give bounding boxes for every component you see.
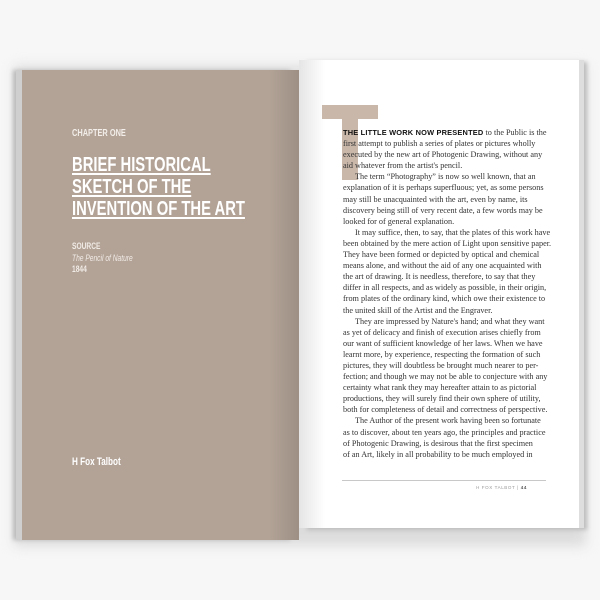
text-line: learnt more, by experience, respecting the formation of such	[343, 349, 541, 359]
page-number: 44	[520, 485, 527, 490]
footer-separator: |	[517, 485, 519, 490]
text-line: means alone, and without the aid of any one acquainted with	[343, 261, 542, 271]
text-line: the united skill of the Artist and the Engraver.	[343, 305, 493, 315]
text-line: looked for of general explanation.	[343, 216, 455, 226]
text-line: of an Art, likely in all probability to be much employed in	[343, 449, 533, 459]
body-text	[343, 127, 552, 460]
footer-author: H FOX TALBOT	[476, 485, 516, 490]
text-line: It may suffice, then, to say, that the plates of this work have	[355, 227, 551, 237]
text-line: our want of sufficient knowledge of her laws. When we have	[343, 338, 543, 348]
text-line: certainty what rank they may hereafter attain to as pictorial	[343, 383, 537, 393]
text-line: from plates of the ordinary kind, which owe their existence to	[343, 294, 546, 304]
drop-cap-t	[322, 105, 378, 119]
text-line: differ in all respects, and as widely as possible, in their origin,	[343, 283, 547, 293]
right-page	[299, 60, 579, 528]
text-line: discovery being still of very recent date, a few words may be	[343, 205, 543, 215]
left-page	[22, 70, 299, 540]
text-line	[343, 127, 547, 138]
text-line-rest: to the Public is the	[483, 128, 547, 137]
text-line: as yet of delicacy and finish of execution arises chiefly from	[343, 327, 541, 337]
text-line: executed by the new art of Photogenic Drawing, without any	[343, 150, 543, 160]
chapter-title-line: INVENTION OF THE ART	[72, 198, 245, 220]
text-line: aid whatever from the artist's pencil.	[343, 161, 463, 171]
text-line: productions, they will surely find their own sphere of utility,	[343, 394, 541, 404]
source-label: SOURCE	[72, 241, 101, 251]
running-footer	[476, 485, 527, 490]
source-work: The Pencil of Nature	[72, 253, 133, 263]
chapter-title-line: BRIEF HISTORICAL	[72, 154, 211, 176]
text-line: They are impressed by Nature's hand; and what they want	[355, 316, 545, 326]
text-line: The term “Photography” is now so well known, that an	[355, 172, 536, 182]
source-year: 1844	[72, 264, 87, 274]
footer-rule	[342, 480, 546, 481]
chapter-title-line: SKETCH OF THE	[72, 176, 192, 198]
text-line: been obtained by the mere action of Light upon sensitive paper.	[343, 238, 552, 248]
text-line: of Photogenic Drawing, is desirous that the first specimen	[343, 438, 533, 448]
text-line: first attempt to publish a series of plates or pictures wholly	[343, 139, 536, 149]
text-line: fection; and though we may not be able to conjecture with any	[343, 372, 548, 382]
text-line: They have been formed or depicted by optical and chemical	[343, 250, 540, 260]
text-line: the art of drawing. It is needless, therefore, to say that they	[343, 272, 536, 282]
text-line: both for completeness of detail and correctness of perspective.	[343, 405, 548, 415]
chapter-title	[72, 154, 245, 220]
text-line: explanation of it is perhaps superfluous; yet, as some persons	[343, 183, 544, 193]
author-name: H Fox Talbot	[72, 456, 121, 468]
text-line: The Author of the present work having been so fortunate	[355, 416, 541, 426]
chapter-label: CHAPTER ONE	[72, 128, 126, 139]
lead-in: THE LITTLE WORK NOW PRESENTED	[343, 128, 484, 137]
text-line: may still be unacquainted with the art, even by name, its	[343, 194, 528, 204]
text-line: as to discover, about ten years ago, the principles and practice	[343, 427, 546, 437]
text-line: pictures, they will doubtless be brought much nearer to per-	[343, 360, 539, 370]
